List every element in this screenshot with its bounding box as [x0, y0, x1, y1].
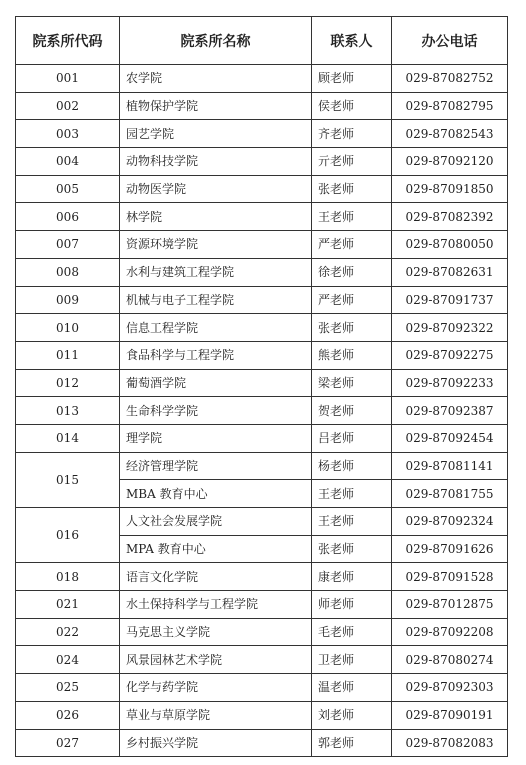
department-name: 资源环境学院: [120, 231, 312, 259]
department-code: 027: [16, 729, 120, 757]
office-phone: 029-87080274: [392, 646, 508, 674]
department-code: 010: [16, 314, 120, 342]
office-phone: 029-87082631: [392, 258, 508, 286]
department-name: MBA 教育中心: [120, 480, 312, 508]
department-code: 003: [16, 120, 120, 148]
office-phone: 029-87092322: [392, 314, 508, 342]
department-name: 乡村振兴学院: [120, 729, 312, 757]
department-code: 006: [16, 203, 120, 231]
department-name: 园艺学院: [120, 120, 312, 148]
office-phone: 029-87092120: [392, 148, 508, 176]
table-row: [16, 646, 508, 674]
department-name: 信息工程学院: [120, 314, 312, 342]
department-code: 011: [16, 341, 120, 369]
header-contact: 联系人: [312, 17, 392, 65]
office-phone: 029-87092324: [392, 508, 508, 536]
contact-person: 严老师: [312, 231, 392, 259]
department-name: 化学与药学院: [120, 674, 312, 702]
department-code: 026: [16, 701, 120, 729]
department-name: 经济管理学院: [120, 452, 312, 480]
table-row: [16, 65, 508, 93]
table-row: [16, 341, 508, 369]
table-row: [16, 175, 508, 203]
contact-person: 亓老师: [312, 148, 392, 176]
department-name: 水土保持科学与工程学院: [120, 591, 312, 619]
table-row: [16, 591, 508, 619]
office-phone: 029-87092208: [392, 618, 508, 646]
department-name: 动物科技学院: [120, 148, 312, 176]
office-phone: 029-87091528: [392, 563, 508, 591]
table-row: [16, 563, 508, 591]
table-row: [16, 701, 508, 729]
contact-person: 卫老师: [312, 646, 392, 674]
table-row: [16, 452, 508, 480]
table-row: [16, 258, 508, 286]
department-code: 007: [16, 231, 120, 259]
contact-person: 贺老师: [312, 397, 392, 425]
office-phone: 029-87092303: [392, 674, 508, 702]
contact-person: 张老师: [312, 314, 392, 342]
contact-person: 张老师: [312, 175, 392, 203]
contact-person: 毛老师: [312, 618, 392, 646]
department-name: 生命科学学院: [120, 397, 312, 425]
office-phone: 029-87091626: [392, 535, 508, 563]
department-name: 草业与草原学院: [120, 701, 312, 729]
contact-person: 严老师: [312, 286, 392, 314]
header-code: 院系所代码: [16, 17, 120, 65]
table-row: [16, 674, 508, 702]
contact-person: 郭老师: [312, 729, 392, 757]
contact-person: 王老师: [312, 203, 392, 231]
office-phone: 029-87092454: [392, 424, 508, 452]
department-code: 005: [16, 175, 120, 203]
department-code: 016: [16, 508, 120, 563]
table-body: [16, 65, 508, 757]
table-row: [16, 397, 508, 425]
office-phone: 029-87081755: [392, 480, 508, 508]
office-phone: 029-87012875: [392, 591, 508, 619]
office-phone: 029-87092233: [392, 369, 508, 397]
office-phone: 029-87081141: [392, 452, 508, 480]
department-code: 013: [16, 397, 120, 425]
department-name: 水利与建筑工程学院: [120, 258, 312, 286]
department-name: 风景园林艺术学院: [120, 646, 312, 674]
table-row: [16, 148, 508, 176]
department-code: 012: [16, 369, 120, 397]
office-phone: 029-87082392: [392, 203, 508, 231]
contact-person: 顾老师: [312, 65, 392, 93]
contact-person: 刘老师: [312, 701, 392, 729]
table-row: [16, 508, 508, 536]
office-phone: 029-87082752: [392, 65, 508, 93]
department-code: 025: [16, 674, 120, 702]
table-row: [16, 314, 508, 342]
office-phone: 029-87090191: [392, 701, 508, 729]
department-name: 马克思主义学院: [120, 618, 312, 646]
table-row: [16, 369, 508, 397]
department-name: 林学院: [120, 203, 312, 231]
office-phone: 029-87082083: [392, 729, 508, 757]
table-row: [16, 618, 508, 646]
contact-person: 王老师: [312, 480, 392, 508]
department-code: 002: [16, 92, 120, 120]
department-name: 食品科学与工程学院: [120, 341, 312, 369]
department-name: 农学院: [120, 65, 312, 93]
department-name: 机械与电子工程学院: [120, 286, 312, 314]
contact-person: 杨老师: [312, 452, 392, 480]
contact-person: 熊老师: [312, 341, 392, 369]
department-code: 015: [16, 452, 120, 507]
department-code: 024: [16, 646, 120, 674]
contact-person: 梁老师: [312, 369, 392, 397]
department-name: 人文社会发展学院: [120, 508, 312, 536]
department-name: 理学院: [120, 424, 312, 452]
table-row: [16, 231, 508, 259]
contact-person: 吕老师: [312, 424, 392, 452]
department-contact-table-wrapper: [15, 16, 508, 757]
department-code: 004: [16, 148, 120, 176]
department-code: 009: [16, 286, 120, 314]
department-name: 动物医学院: [120, 175, 312, 203]
table-row: [16, 120, 508, 148]
table-row: [16, 729, 508, 757]
office-phone: 029-87091850: [392, 175, 508, 203]
department-code: 001: [16, 65, 120, 93]
contact-person: 侯老师: [312, 92, 392, 120]
contact-person: 王老师: [312, 508, 392, 536]
department-name: 葡萄酒学院: [120, 369, 312, 397]
contact-person: 徐老师: [312, 258, 392, 286]
office-phone: 029-87080050: [392, 231, 508, 259]
contact-person: 温老师: [312, 674, 392, 702]
department-code: 022: [16, 618, 120, 646]
department-code: 018: [16, 563, 120, 591]
office-phone: 029-87082543: [392, 120, 508, 148]
contact-person: 师老师: [312, 591, 392, 619]
contact-person: 齐老师: [312, 120, 392, 148]
office-phone: 029-87092275: [392, 341, 508, 369]
contact-person: 张老师: [312, 535, 392, 563]
header-name: 院系所名称: [120, 17, 312, 65]
office-phone: 029-87091737: [392, 286, 508, 314]
header-phone: 办公电话: [392, 17, 508, 65]
department-name: 植物保护学院: [120, 92, 312, 120]
department-code: 014: [16, 424, 120, 452]
table-row: [16, 92, 508, 120]
table-row: [16, 424, 508, 452]
department-code: 021: [16, 591, 120, 619]
department-contact-table: [15, 16, 508, 757]
table-row: [16, 286, 508, 314]
department-name: MPA 教育中心: [120, 535, 312, 563]
department-name: 语言文化学院: [120, 563, 312, 591]
table-header-row: [16, 17, 508, 65]
department-code: 008: [16, 258, 120, 286]
table-row: [16, 203, 508, 231]
office-phone: 029-87082795: [392, 92, 508, 120]
contact-person: 康老师: [312, 563, 392, 591]
office-phone: 029-87092387: [392, 397, 508, 425]
